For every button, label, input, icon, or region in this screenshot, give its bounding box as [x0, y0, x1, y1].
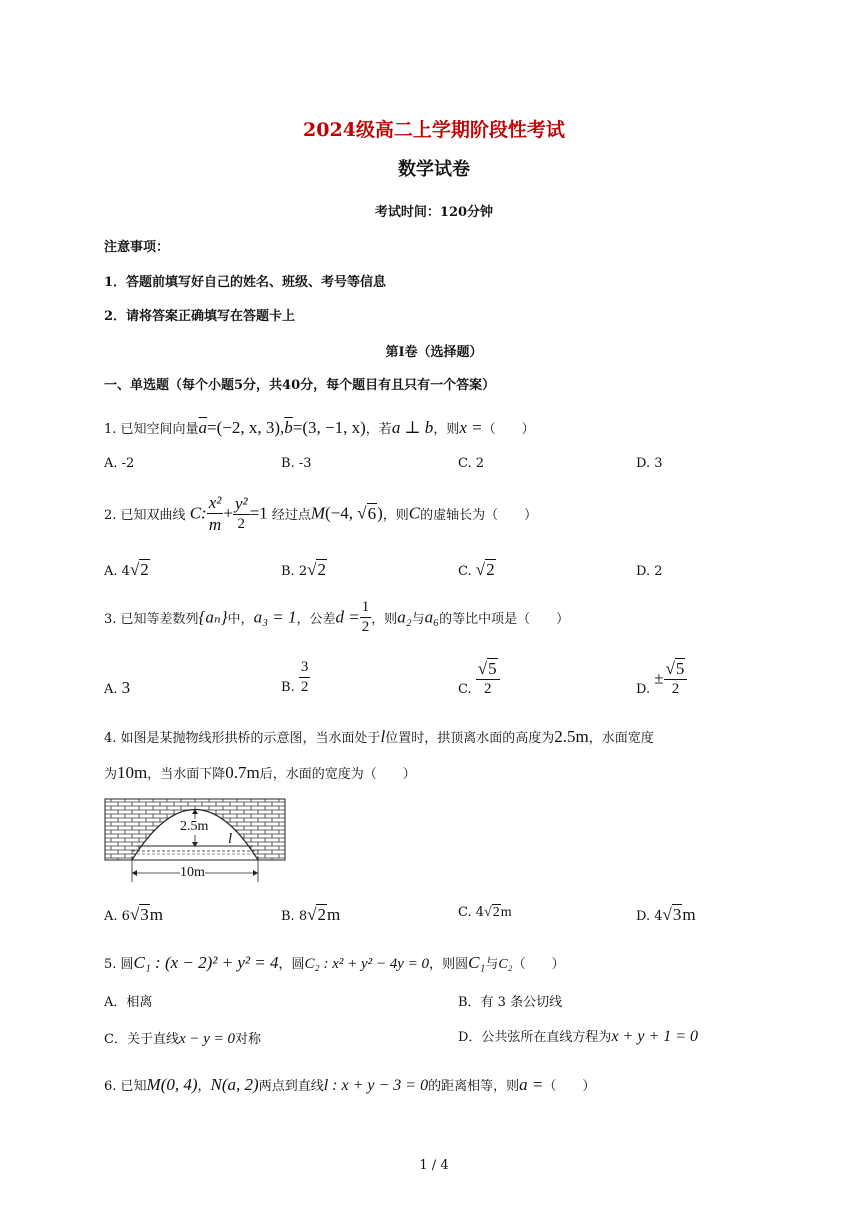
q3-option-c-num: √5	[476, 660, 500, 680]
figure-width-label: 10m	[180, 865, 205, 880]
figure-l-label: l	[228, 831, 233, 847]
q6-mid: 两点到直线	[258, 1079, 324, 1094]
q3-option-c-radicand: 5	[488, 659, 497, 678]
q1-option-d: D. 3	[636, 456, 663, 471]
q2-option-b	[281, 560, 327, 580]
q2-mid: 经过点	[271, 508, 311, 523]
notes-heading: 注意事项：	[104, 240, 170, 255]
q3-option-c-fraction	[476, 660, 500, 697]
q3-mid-1: 中，	[227, 612, 254, 627]
q1-cond-prefix: ，若	[365, 422, 392, 437]
q2-prefix: 2. 已知双曲线	[104, 508, 186, 523]
q1-option-b: B. -3	[281, 456, 312, 471]
q4-option-c	[458, 905, 512, 921]
q4-width: 10m	[117, 763, 148, 782]
question-3	[104, 600, 569, 635]
q2-option-a-radicand: 2	[140, 560, 149, 579]
q4-line2-mid: ，当水面下降	[147, 767, 226, 782]
q4-option-c-radicand: 2	[492, 905, 500, 920]
q3-option-d-label: D.	[636, 682, 651, 697]
q3-tail: 的等比中项是（ ）	[439, 612, 570, 627]
q4-option-c-sqrt: √2	[484, 905, 500, 920]
q4-option-b-label: B. 8	[281, 909, 308, 924]
exam-title: 2024级高二上学期阶段性考试	[303, 119, 565, 141]
q2-option-c-label: C.	[458, 564, 476, 579]
q2-option-d: D. 2	[636, 564, 663, 579]
q3-option-b-label: B.	[281, 680, 295, 695]
q3-option-b-num: 3	[299, 660, 311, 678]
q5-circle-1: C₁ : (x − 2)² + y² = 4	[133, 953, 279, 972]
q1-paren: （ ）	[482, 422, 535, 437]
q2-fraction-y	[233, 495, 250, 532]
q4-option-b-radicand: 2	[317, 905, 326, 924]
q1-prefix: 1. 已知空间向量	[104, 422, 199, 437]
q3-option-a	[104, 678, 130, 698]
q3-d-num: 1	[360, 600, 372, 618]
q2-tail-1: ，则	[382, 508, 409, 523]
exam-subtitle: 数学试卷	[398, 159, 470, 180]
q4-option-b-sqrt: √2	[307, 905, 326, 924]
q3-option-d-num: √5	[664, 660, 688, 680]
question-5	[104, 953, 565, 973]
q6-line: l : x + y − 3 = 0	[323, 1077, 429, 1094]
q1-vector-b-value: =(3, −1, x)	[292, 418, 366, 437]
q5-option-b: B．有 3 条公切线	[458, 995, 563, 1010]
q4-option-b-unit: m	[326, 905, 341, 924]
question-4-line-2	[104, 763, 416, 783]
q4-drop: 0.7m	[225, 763, 260, 782]
q2-point-sqrt: √6	[357, 503, 377, 523]
q4-option-d-label: D. 4	[636, 909, 663, 924]
q2-point-radicand: 6	[367, 503, 377, 523]
q3-mid-2: ，公差	[296, 612, 336, 627]
q3-option-d-radicand: 5	[675, 659, 685, 678]
q4-line2-tail: 后，水面的宽度为（ ）	[259, 767, 416, 782]
q2-y2: y²	[234, 494, 248, 513]
q2-option-c	[458, 560, 496, 580]
q2-point-left: (−4,	[325, 503, 358, 523]
q3-yu: 与	[411, 612, 425, 627]
q4-option-a-label: A. 6	[104, 909, 130, 924]
q6-point-m: M(0, 4)	[146, 1075, 198, 1094]
page-number: 1 / 4	[419, 1158, 449, 1173]
q1-x: x =	[459, 418, 483, 437]
q4-option-b	[281, 905, 340, 925]
q4-option-d-radicand: 3	[672, 905, 682, 924]
q5-prefix: 5. 圆	[104, 957, 134, 972]
q4-option-d	[636, 905, 696, 925]
q1-option-a: A. -2	[104, 456, 135, 471]
question-1	[104, 418, 535, 438]
q3-prefix: 3. 已知等差数列	[104, 612, 199, 627]
q3-a2: a₂	[397, 607, 412, 627]
q5-c1: C₁	[468, 953, 486, 972]
q3-a3: a₃ = 1	[253, 607, 297, 627]
figure-height-label: 2.5m	[180, 819, 209, 834]
q3-a6: a₆	[424, 607, 440, 627]
q2-m: m	[208, 515, 222, 534]
q4-option-a-unit: m	[149, 905, 164, 924]
q2-curve-c: C:	[189, 503, 207, 523]
q3-option-a-label: A.	[104, 682, 118, 697]
q5-option-d	[458, 1026, 698, 1046]
q3-sequence: {aₙ}	[198, 607, 228, 627]
exam-time: 考试时间：120分钟	[374, 205, 494, 220]
notes-item-2: 2．请将答案正确填写在答题卡上	[104, 309, 296, 324]
q3-option-d-fraction	[664, 660, 688, 697]
q2-tail-2: 的虚轴长为（ ）	[420, 508, 538, 523]
q6-prefix: 6. 已知	[104, 1079, 147, 1094]
q1-then: ，则	[433, 422, 460, 437]
q2-option-b-sqrt: √2	[307, 560, 326, 579]
q2-option-c-sqrt: √2	[475, 560, 495, 579]
q6-a: a =	[519, 1075, 544, 1094]
q2-eq1: =1	[249, 503, 268, 523]
q5-option-d-prefix: D．公共弦所在直线方程为	[458, 1030, 612, 1045]
q3-option-b-den: 2	[300, 679, 309, 695]
q2-option-c-radicand: 2	[486, 560, 495, 579]
q2-c: C	[408, 503, 421, 523]
q5-paren: （ ）	[512, 957, 565, 972]
q2-option-b-radicand: 2	[317, 560, 326, 579]
q5-yu: 与	[485, 957, 499, 972]
q5-option-a: A．相离	[104, 995, 153, 1010]
q2-x2: x²	[208, 493, 222, 512]
q5-circle-2: C₂ : x² + y² − 4y = 0	[304, 956, 430, 972]
q4-height: 2.5m	[554, 727, 589, 746]
q1-vector-a-value: =(−2, x, 3),	[207, 418, 285, 437]
q4-line1-prefix: 4. 如图是某抛物线形拱桥的示意图，当水面处于	[104, 731, 381, 746]
q6-tail: 的距离相等，则	[428, 1079, 520, 1094]
q5-option-d-equation: x + y + 1 = 0	[611, 1028, 699, 1045]
q4-option-d-unit: m	[682, 905, 696, 924]
q3-d: d =	[335, 607, 360, 627]
q6-comma: ，	[197, 1079, 211, 1094]
question-6	[104, 1075, 595, 1095]
q5-option-c-prefix: C．关于直线	[104, 1032, 179, 1047]
q3-d-den: 2	[361, 619, 370, 635]
question-2	[104, 494, 537, 533]
q3-option-b	[281, 660, 310, 695]
q4-option-d-sqrt: √3	[662, 905, 682, 924]
q5-option-c	[104, 1028, 261, 1048]
q3-option-d-den: 2	[671, 681, 680, 697]
q4-option-c-unit: m	[500, 905, 512, 920]
q6-point-n: N(a, 2)	[210, 1075, 259, 1094]
q4-option-a	[104, 905, 163, 925]
q6-paren: （ ）	[543, 1079, 596, 1094]
q2-plus: +	[223, 503, 233, 523]
q1-vector-b: $\overline{b}$	[284, 418, 293, 437]
q2-point-right: )	[377, 503, 383, 523]
q5-option-c-equation: x − y = 0	[178, 1031, 236, 1047]
notes-item-1: 1．答题前填写好自己的姓名、班级、考号等信息	[104, 275, 387, 290]
q4-option-a-sqrt: √3	[129, 905, 149, 924]
q5-mid: ，圆	[278, 957, 305, 972]
q2-point-m: M	[310, 503, 326, 523]
q2-two: 2	[237, 516, 246, 532]
volume-heading: 第I卷（选择题）	[385, 345, 483, 360]
q2-option-a	[104, 560, 150, 580]
q3-option-d	[636, 660, 687, 697]
q4-l: l	[380, 727, 386, 746]
q3-mid-3: ，则	[371, 612, 398, 627]
q3-option-c	[458, 660, 500, 697]
q1-option-c: C. 2	[458, 456, 485, 471]
q3-option-a-value: 3	[121, 678, 131, 697]
q3-option-b-fraction	[299, 660, 311, 695]
q1-vector-a: $\overline{a}$	[198, 418, 208, 437]
section-heading: 一、单选题（每个小题5分，共40分，每个题目有且只有一个答案）	[104, 378, 496, 393]
q5-then: ，则圆	[429, 957, 469, 972]
q4-line2-prefix: 为	[104, 767, 118, 782]
q1-condition: a ⊥ b	[391, 418, 434, 437]
question-4-line-1	[104, 727, 654, 747]
q2-option-a-sqrt: √2	[129, 560, 149, 579]
q2-option-b-label: B. 2	[281, 564, 308, 579]
q5-option-c-tail: 对称	[235, 1032, 262, 1047]
q3-d-fraction	[360, 600, 372, 635]
q5-c2: C₂	[498, 957, 513, 972]
q4-line1-mid: 位置时，拱顶离水面的高度为	[385, 731, 555, 746]
q4-line1-tail: ，水面宽度	[588, 731, 654, 746]
bridge-figure	[100, 794, 290, 886]
q4-option-a-radicand: 3	[140, 905, 149, 924]
q2-fraction-x	[207, 494, 224, 533]
q4-option-c-label: C. 4	[458, 905, 485, 920]
q3-option-c-label: C.	[458, 682, 472, 697]
q3-option-c-den: 2	[483, 681, 492, 697]
q3-option-d-pm: ±	[654, 668, 664, 688]
q2-option-a-label: A. 4	[104, 564, 130, 579]
